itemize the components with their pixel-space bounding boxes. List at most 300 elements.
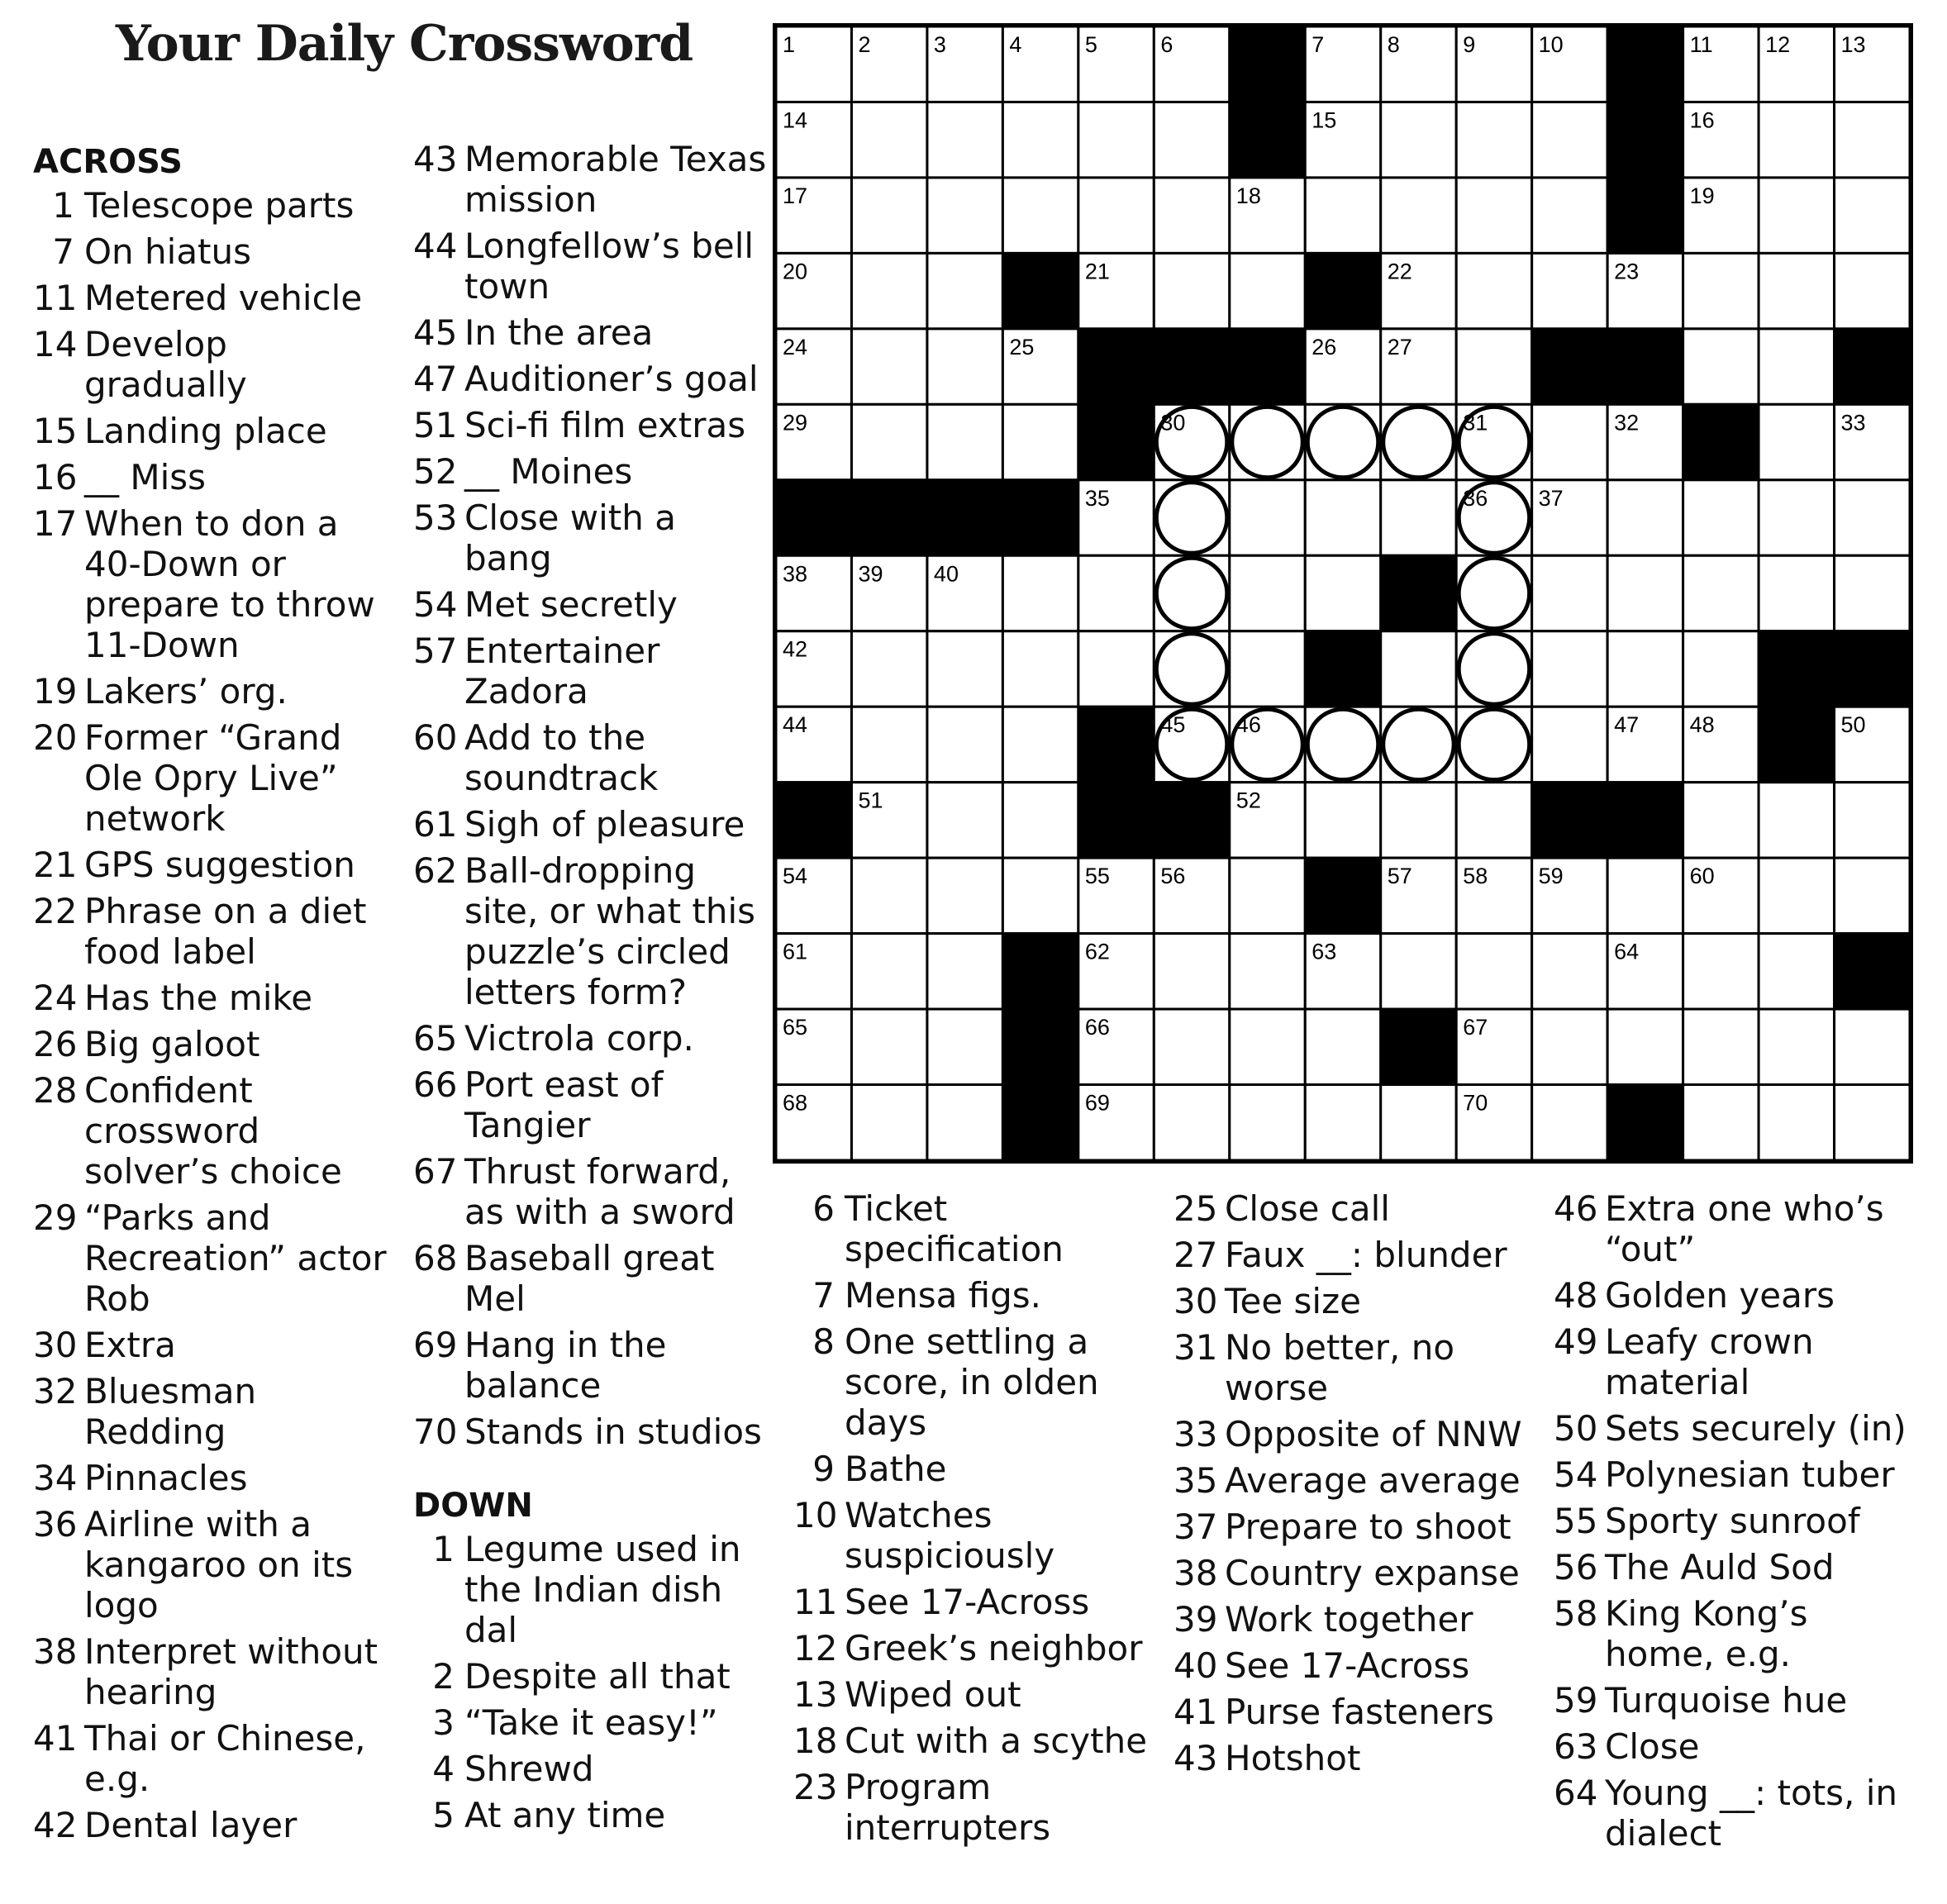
cell-number: 64	[1614, 939, 1640, 964]
grid-cell[interactable]	[851, 1085, 926, 1160]
grid-cell[interactable]	[1230, 555, 1305, 631]
clue-text: Prepare to shoot	[1225, 1507, 1511, 1547]
grid-cell[interactable]	[1835, 102, 1910, 177]
clue-number: 6	[812, 1188, 835, 1229]
clue-item	[33, 1197, 397, 1319]
clue-number: 10	[793, 1495, 838, 1535]
cell-number: 9	[1463, 32, 1476, 57]
clue-item	[413, 1151, 769, 1232]
black-square	[1835, 631, 1910, 707]
grid-cell[interactable]	[1607, 480, 1683, 555]
grid-cell[interactable]	[1381, 178, 1456, 253]
grid-cell[interactable]	[1305, 1085, 1380, 1160]
grid-cell[interactable]	[1002, 858, 1078, 933]
grid-cell[interactable]	[1683, 1009, 1759, 1084]
cell-number: 60	[1689, 864, 1715, 889]
grid-cell[interactable]	[1381, 480, 1456, 555]
cell-number: 45	[1160, 712, 1186, 738]
clue-item	[413, 1529, 769, 1650]
clue-number: 45	[413, 312, 458, 353]
clue-item	[33, 1805, 397, 1845]
clue-text: Big galoot	[84, 1024, 260, 1064]
grid-cell[interactable]	[1078, 631, 1154, 707]
cell-number: 48	[1689, 712, 1715, 738]
cell-number: 54	[783, 864, 808, 889]
clue-number: 57	[413, 631, 458, 671]
clue-number: 54	[1554, 1454, 1598, 1495]
clue-column-5	[1554, 1188, 1917, 1859]
black-square	[1230, 329, 1305, 404]
clue-number: 69	[413, 1325, 458, 1365]
grid-cell[interactable]	[1759, 555, 1834, 631]
cell-number: 2	[858, 32, 871, 57]
grid-cell[interactable]	[1305, 1009, 1380, 1084]
clue-item	[413, 226, 769, 307]
clue-number: 16	[33, 457, 78, 497]
clue-item	[1173, 1599, 1529, 1640]
grid-cell[interactable]	[1154, 102, 1229, 177]
grid-cell[interactable]	[1154, 253, 1229, 328]
grid-cell[interactable]	[927, 178, 1002, 253]
clue-item	[793, 1275, 1149, 1316]
cell-number: 13	[1840, 32, 1866, 57]
grid-cell[interactable]	[1154, 1009, 1229, 1084]
clue-text: The Auld Sod	[1605, 1547, 1835, 1587]
cell-number: 29	[783, 410, 808, 436]
clue-item	[1554, 1593, 1917, 1674]
clue-text: Port east of Tangier	[464, 1064, 664, 1145]
grid-cell[interactable]	[1835, 1009, 1910, 1084]
cell-number: 51	[858, 788, 883, 813]
cell-number: 46	[1235, 712, 1261, 738]
clue-text: Sci-fi film extras	[464, 405, 746, 445]
grid-cell[interactable]	[927, 253, 1002, 328]
clue-text: In the area	[464, 312, 654, 353]
clue-number: 62	[413, 850, 458, 891]
cell-number: 57	[1387, 864, 1412, 889]
clue-column-3	[793, 1188, 1149, 1854]
grid-cell[interactable]	[1305, 555, 1380, 631]
clue-text: Thrust forward, as with a sword	[464, 1151, 735, 1232]
black-square	[1607, 178, 1683, 253]
clue-item	[793, 1674, 1149, 1715]
clue-text: Program interrupters	[845, 1767, 1051, 1848]
clue-text: Greek’s neighbor	[845, 1628, 1143, 1668]
clue-item	[1173, 1460, 1529, 1501]
black-square	[1078, 783, 1154, 858]
grid-cell[interactable]	[1154, 480, 1229, 555]
grid-cell[interactable]	[1532, 707, 1607, 782]
clue-number: 9	[812, 1449, 835, 1489]
clue-number: 14	[33, 324, 78, 364]
grid-cell[interactable]	[1230, 934, 1305, 1009]
grid-cell[interactable]	[1381, 404, 1456, 479]
grid-cell[interactable]	[1683, 329, 1759, 404]
clue-number: 1	[432, 1529, 455, 1569]
grid-cell[interactable]	[1456, 934, 1531, 1009]
grid-cell[interactable]	[1759, 102, 1834, 177]
grid-cell[interactable]	[851, 1009, 926, 1084]
clue-number: 41	[33, 1718, 78, 1759]
clue-number: 29	[33, 1197, 78, 1238]
clue-item	[413, 1411, 769, 1452]
grid-cell[interactable]	[1759, 934, 1834, 1009]
grid-cell[interactable]	[1381, 783, 1456, 858]
grid-cell[interactable]	[851, 253, 926, 328]
clue-item	[1173, 1281, 1529, 1321]
grid-cell[interactable]	[927, 858, 1002, 933]
clue-text: Dental layer	[84, 1805, 298, 1845]
grid-cell[interactable]	[1230, 631, 1305, 707]
grid-cell[interactable]	[851, 329, 926, 404]
cell-number: 39	[858, 561, 883, 587]
clue-item	[1554, 1454, 1917, 1495]
clue-number: 48	[1554, 1275, 1598, 1316]
clue-text: Shrewd	[464, 1749, 594, 1789]
grid-cell[interactable]	[851, 102, 926, 177]
clue-item	[413, 451, 769, 492]
clue-item	[33, 978, 397, 1018]
cell-number: 34	[1009, 485, 1035, 511]
grid-cell[interactable]	[1456, 253, 1531, 328]
clue-number: 27	[1173, 1235, 1218, 1275]
clue-text: Metered vehicle	[84, 278, 363, 318]
clue-text: Sigh of pleasure	[464, 804, 745, 845]
clue-text: Purse fasteners	[1225, 1692, 1494, 1732]
grid-cell[interactable]	[1532, 253, 1607, 328]
clue-number: 49	[1554, 1321, 1598, 1362]
grid-cell[interactable]	[1835, 178, 1910, 253]
grid-cell[interactable]	[927, 1009, 1002, 1084]
grid-cell[interactable]	[1456, 329, 1531, 404]
clue-text: Has the mike	[84, 978, 313, 1018]
grid-cell[interactable]	[1230, 1085, 1305, 1160]
clue-text: Lakers’ org.	[84, 671, 288, 712]
cell-number: 16	[1689, 107, 1715, 133]
clue-text: Hotshot	[1225, 1738, 1361, 1778]
grid-cell[interactable]	[1381, 1085, 1456, 1160]
grid-cell[interactable]	[1305, 178, 1380, 253]
clue-item	[33, 1024, 397, 1064]
grid-cell[interactable]	[1456, 631, 1531, 707]
clue-column-4	[1173, 1188, 1529, 1784]
clue-text: Telescope parts	[84, 185, 355, 226]
clue-number: 26	[33, 1024, 78, 1064]
clue-text: Landing place	[84, 411, 327, 451]
clue-text: Close with a bang	[464, 497, 676, 578]
grid-cell[interactable]	[1607, 1009, 1683, 1084]
grid-cell[interactable]	[1230, 404, 1305, 479]
clue-number: 64	[1554, 1773, 1598, 1813]
cell-number: 55	[1084, 864, 1110, 889]
grid-cell[interactable]	[1532, 404, 1607, 479]
clue-number: 11	[33, 278, 78, 318]
clue-number: 21	[33, 845, 78, 885]
clue-number: 66	[413, 1064, 458, 1105]
clue-item	[33, 845, 397, 885]
cell-number: 41	[1387, 561, 1412, 587]
grid-cell[interactable]	[1305, 404, 1380, 479]
clue-number: 5	[432, 1795, 455, 1835]
clue-number: 34	[33, 1458, 78, 1498]
clue-number: 28	[33, 1070, 78, 1111]
grid-cell[interactable]	[851, 934, 926, 1009]
clue-number: 50	[1554, 1408, 1598, 1449]
grid-cell[interactable]	[1683, 555, 1759, 631]
grid-cell[interactable]	[1759, 178, 1834, 253]
black-square	[1154, 783, 1229, 858]
cell-number: 12	[1765, 32, 1791, 57]
black-square	[776, 480, 851, 555]
grid-cell[interactable]	[1532, 1085, 1607, 1160]
cell-number: 31	[1463, 410, 1488, 436]
clue-text: Ball-dropping site, or what this puzzle’s circled letters form?	[464, 850, 756, 1012]
clue-item	[413, 1702, 769, 1743]
cell-number: 4	[1009, 32, 1022, 57]
clue-item	[33, 185, 397, 226]
grid-cell[interactable]	[1230, 1009, 1305, 1084]
grid-cell[interactable]	[1607, 858, 1683, 933]
grid-cell[interactable]	[1381, 102, 1456, 177]
clue-number: 20	[33, 717, 78, 758]
grid-cell[interactable]	[851, 631, 926, 707]
cell-number: 21	[1084, 259, 1110, 284]
grid-cell[interactable]	[1230, 480, 1305, 555]
clue-number: 24	[33, 978, 78, 1018]
grid-cell[interactable]	[1607, 555, 1683, 631]
clue-number: 37	[1173, 1507, 1218, 1547]
cell-number: 52	[1235, 788, 1261, 813]
grid-cell[interactable]	[1002, 555, 1078, 631]
grid-cell[interactable]	[1381, 631, 1456, 707]
grid-cell[interactable]	[1759, 480, 1834, 555]
grid-cell[interactable]	[1456, 178, 1531, 253]
grid-cell[interactable]	[927, 783, 1002, 858]
grid-cell[interactable]	[927, 102, 1002, 177]
grid-cell[interactable]	[851, 707, 926, 782]
grid-cell[interactable]	[1002, 783, 1078, 858]
grid-cell[interactable]	[851, 404, 926, 479]
grid-cell[interactable]	[1381, 934, 1456, 1009]
clue-text: “Parks and Recreation” actor Rob	[84, 1197, 387, 1319]
clue-text: Extra	[84, 1325, 176, 1365]
grid-cell[interactable]	[1683, 631, 1759, 707]
grid-cell[interactable]	[1532, 178, 1607, 253]
clue-number: 33	[1173, 1414, 1218, 1454]
clue-number: 38	[33, 1631, 78, 1672]
grid-cell[interactable]	[1759, 783, 1834, 858]
cell-number: 43	[1311, 636, 1337, 662]
grid-cell[interactable]	[927, 631, 1002, 707]
grid-cell[interactable]	[1759, 329, 1834, 404]
grid-cell[interactable]	[1456, 783, 1531, 858]
clue-item	[413, 631, 769, 712]
grid-cell[interactable]	[1305, 707, 1380, 782]
clue-text: Met secretly	[464, 584, 678, 625]
clue-item	[1554, 1547, 1917, 1587]
clue-number: 15	[33, 411, 78, 451]
cell-number: 26	[1311, 334, 1337, 359]
grid-cell[interactable]	[1759, 404, 1834, 479]
clue-number: 13	[793, 1674, 838, 1715]
clue-number: 55	[1554, 1501, 1598, 1541]
grid-cell[interactable]	[1381, 707, 1456, 782]
grid-cell[interactable]	[1683, 480, 1759, 555]
clue-text: Interpret without hearing	[84, 1631, 378, 1712]
cell-number: 38	[783, 561, 808, 587]
cell-number: 22	[1387, 259, 1412, 284]
grid-cell[interactable]	[1078, 178, 1154, 253]
grid-cell[interactable]	[1835, 783, 1910, 858]
clue-item	[33, 457, 397, 497]
grid-cell[interactable]	[1759, 253, 1834, 328]
black-square	[1002, 934, 1078, 1009]
clue-item	[413, 405, 769, 445]
clue-number: 25	[1173, 1188, 1218, 1229]
clue-item	[33, 411, 397, 451]
clue-item	[1173, 1553, 1529, 1593]
grid-cell[interactable]	[1532, 555, 1607, 631]
grid-cell[interactable]	[1305, 480, 1380, 555]
grid-cell[interactable]	[927, 707, 1002, 782]
clue-number: 41	[1173, 1692, 1218, 1732]
black-square	[1078, 707, 1154, 782]
clue-number: 38	[1173, 1553, 1218, 1593]
clue-number: 58	[1554, 1593, 1598, 1634]
grid-cell[interactable]	[1002, 404, 1078, 479]
clue-number: 70	[413, 1411, 458, 1452]
clue-text: Mensa figs.	[845, 1275, 1042, 1316]
cell-number: 62	[1084, 939, 1110, 964]
grid-cell[interactable]	[1683, 253, 1759, 328]
grid-cell[interactable]	[1835, 858, 1910, 933]
clue-item	[1173, 1327, 1529, 1408]
clue-item	[793, 1582, 1149, 1622]
grid-cell[interactable]	[1835, 555, 1910, 631]
black-square	[1154, 329, 1229, 404]
grid-cell[interactable]	[1078, 102, 1154, 177]
clue-text: Sporty sunroof	[1605, 1501, 1860, 1541]
clue-item	[793, 1767, 1149, 1848]
clue-text: Turquoise hue	[1605, 1680, 1848, 1721]
cell-number: 19	[1689, 183, 1715, 208]
grid-cell[interactable]	[1532, 934, 1607, 1009]
grid-cell[interactable]	[1002, 102, 1078, 177]
grid-cell[interactable]	[1002, 178, 1078, 253]
clue-item	[413, 850, 769, 1012]
grid-cell[interactable]	[1230, 253, 1305, 328]
black-square	[1607, 26, 1683, 102]
grid-cell[interactable]	[1002, 631, 1078, 707]
grid-cell[interactable]	[1532, 631, 1607, 707]
clue-item	[413, 139, 769, 220]
grid-cell[interactable]	[1305, 783, 1380, 858]
grid-cell[interactable]	[1154, 631, 1229, 707]
clue-text: Polynesian tuber	[1605, 1454, 1895, 1495]
grid-cell[interactable]	[1759, 1009, 1834, 1084]
grid-cell[interactable]	[1456, 102, 1531, 177]
grid-cell[interactable]	[1532, 1009, 1607, 1084]
clue-item	[413, 717, 769, 798]
grid-cell[interactable]	[1683, 934, 1759, 1009]
black-square	[927, 480, 1002, 555]
grid-cell[interactable]	[1154, 934, 1229, 1009]
clue-number: 30	[33, 1325, 78, 1365]
grid-cell[interactable]	[1456, 555, 1531, 631]
grid-cell[interactable]	[1002, 707, 1078, 782]
clue-text: Wiped out	[845, 1674, 1021, 1715]
clue-text: Despite all that	[464, 1656, 731, 1697]
cell-number: 7	[1311, 32, 1325, 57]
clue-number: 43	[413, 139, 458, 179]
clue-text: GPS suggestion	[84, 845, 355, 885]
clue-item	[413, 1656, 769, 1697]
cell-number: 1	[783, 32, 796, 57]
clue-text: Pinnacles	[84, 1458, 248, 1498]
clue-text: Stands in studios	[464, 1411, 762, 1452]
cell-number: 58	[1463, 864, 1488, 889]
grid-cell[interactable]	[1230, 858, 1305, 933]
clue-number: 11	[793, 1582, 838, 1622]
grid-cell[interactable]	[1683, 783, 1759, 858]
clue-item	[1173, 1692, 1529, 1732]
black-square	[1835, 934, 1910, 1009]
clue-text: Faux __: blunder	[1225, 1235, 1507, 1275]
clue-item	[1554, 1726, 1917, 1767]
clue-text: Close	[1605, 1726, 1700, 1767]
clue-number: 7	[812, 1275, 835, 1316]
grid-cell[interactable]	[1154, 178, 1229, 253]
grid-cell[interactable]	[927, 404, 1002, 479]
grid-cell[interactable]	[1683, 1085, 1759, 1160]
clue-item	[793, 1495, 1149, 1576]
clue-text: One settling a score, in olden days	[845, 1321, 1099, 1443]
grid-cell[interactable]	[927, 934, 1002, 1009]
grid-cell[interactable]	[927, 329, 1002, 404]
clue-item	[1554, 1275, 1917, 1316]
clue-item	[793, 1628, 1149, 1668]
grid-cell[interactable]	[1759, 858, 1834, 933]
clue-text: Airline with a kangaroo on its logo	[84, 1504, 354, 1626]
grid-cell[interactable]	[927, 1085, 1002, 1160]
grid-cell[interactable]	[1456, 707, 1531, 782]
clue-item	[413, 1238, 769, 1319]
grid-svg	[776, 26, 1910, 1160]
grid-cell[interactable]	[1607, 631, 1683, 707]
clue-number: 52	[413, 451, 458, 492]
grid-cell[interactable]	[1835, 253, 1910, 328]
cell-number: 47	[1614, 712, 1640, 738]
grid-cell[interactable]	[1154, 1085, 1229, 1160]
grid-cell[interactable]	[1532, 102, 1607, 177]
cell-number: 23	[1614, 259, 1640, 284]
clue-number: 44	[413, 226, 458, 266]
clue-number: 40	[1173, 1645, 1218, 1686]
grid-cell[interactable]	[851, 178, 926, 253]
cell-number: 33	[1840, 410, 1866, 436]
grid-cell[interactable]	[1835, 1085, 1910, 1160]
grid-cell[interactable]	[1835, 480, 1910, 555]
grid-cell[interactable]	[851, 858, 926, 933]
grid-cell[interactable]	[1759, 1085, 1834, 1160]
grid-cell[interactable]	[1078, 555, 1154, 631]
clue-item	[1554, 1680, 1917, 1721]
grid-cell[interactable]	[1154, 555, 1229, 631]
black-square	[1002, 1009, 1078, 1084]
clue-text: Golden years	[1605, 1275, 1835, 1316]
black-square	[776, 783, 851, 858]
clue-text: See 17-Across	[845, 1582, 1090, 1622]
